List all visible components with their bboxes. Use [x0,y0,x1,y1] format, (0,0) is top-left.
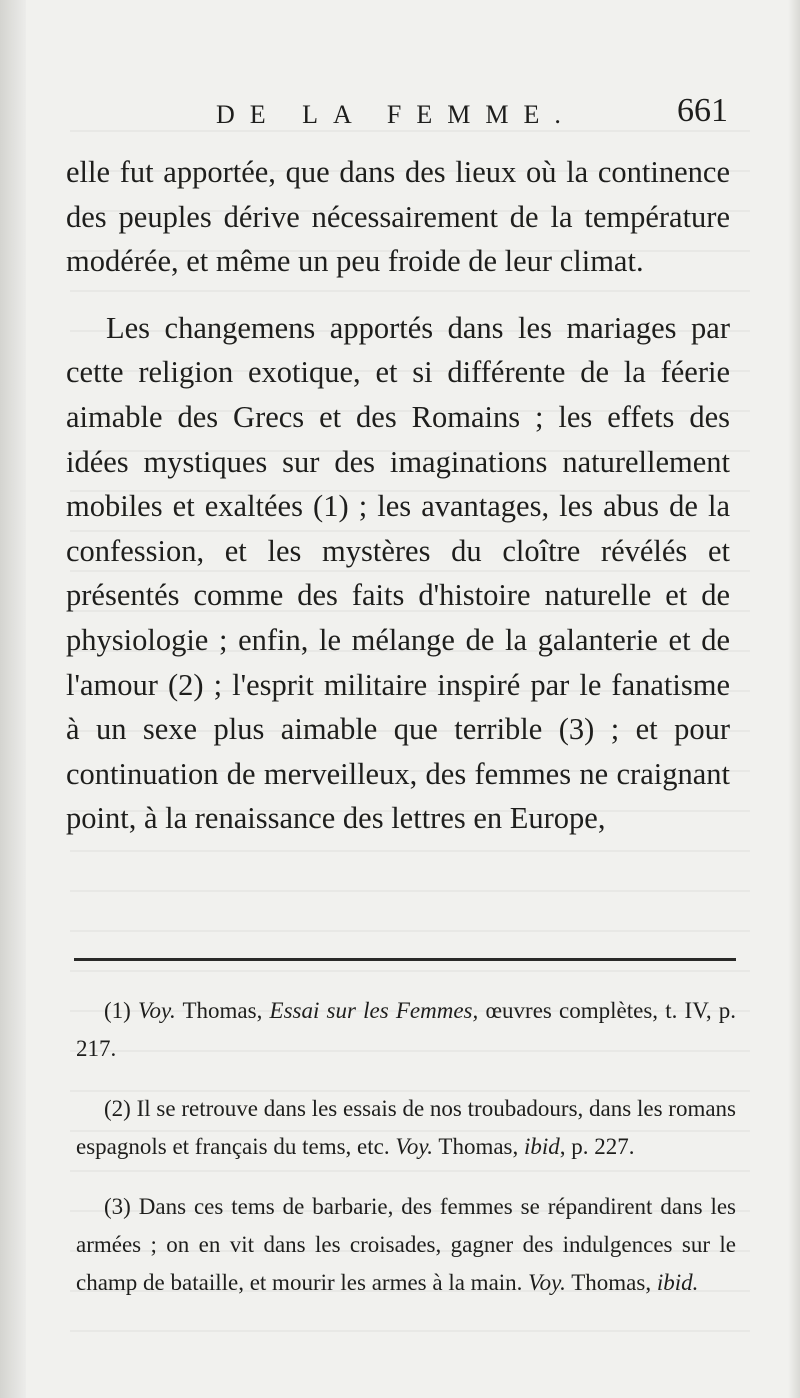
footnote-2 [76,1090,736,1166]
footnote-author: Thomas, [438,1134,519,1159]
footnote-ibid: ibid. [656,1270,699,1295]
footnote-1 [76,992,736,1068]
footnote-3 [76,1188,736,1302]
footnote-marker: (1) [104,998,131,1023]
footnote-text: Dans ces tems de barbarie, des femmes se répandirent dans les armées ; on en vit dans les croisades, gagner des indulgences sur le champ de bataille, et mourir les armes à la main. [76,1194,736,1295]
main-text [66,150,730,841]
page-edge-shadow [788,0,800,1398]
footnote-page: , p. 227. [559,1134,635,1159]
footnote-reference: œuvres complètes, t. IV, p. 217. [76,998,737,1061]
footnote-marker: (3) [104,1194,131,1219]
page-number: 661 [677,92,728,129]
footnote-author: Thomas, [571,1270,652,1295]
footnotes [76,992,736,1324]
footnote-work-title: Essai sur les Femmes, [269,998,479,1023]
footnote-rule [74,958,736,961]
footnote-author: Thomas, [182,998,263,1023]
paragraph-continuation: elle fut apportée, que dans des lieux où la continence des peuples dérive nécessairement de la température modérée, et même un peu froide de leur climat. [66,155,730,279]
page-gutter-shadow [0,0,26,1398]
footnote-voy: Voy. [138,998,176,1023]
page-header [66,92,730,142]
footnote-text: Il se retrouve dans les essais de nos troubadours, dans les romans espagnols et français du tems, etc. [76,1096,736,1159]
footnote-voy: Voy. [528,1270,566,1295]
footnote-marker: (2) [104,1096,131,1121]
paragraph-changemens: Les changemens apportés dans les mariages par cette religion exotique, et si différente de la féerie aimable des Grecs et des Romains ; les effets des idées mystiques sur des imaginations naturellement mobiles et exaltées (1) ; les avantages, les abus de la confession, et les mystères du cloître révélés et présentés comme des faits d'histoire naturelle et de physiologie ; enfin, le mélange de la galanterie et de l'amour (2) ; l'esprit militaire inspiré par le fanatisme à un sexe plus aimable que terrible (3) ; et pour continuation de merveilleux, des femmes ne craignant point, à la renaissance des lettres en Europe, [66,310,730,836]
footnote-ibid: ibid [524,1134,560,1159]
running-title: DE LA FEMME. [216,100,576,129]
footnote-voy: Voy. [395,1134,434,1159]
